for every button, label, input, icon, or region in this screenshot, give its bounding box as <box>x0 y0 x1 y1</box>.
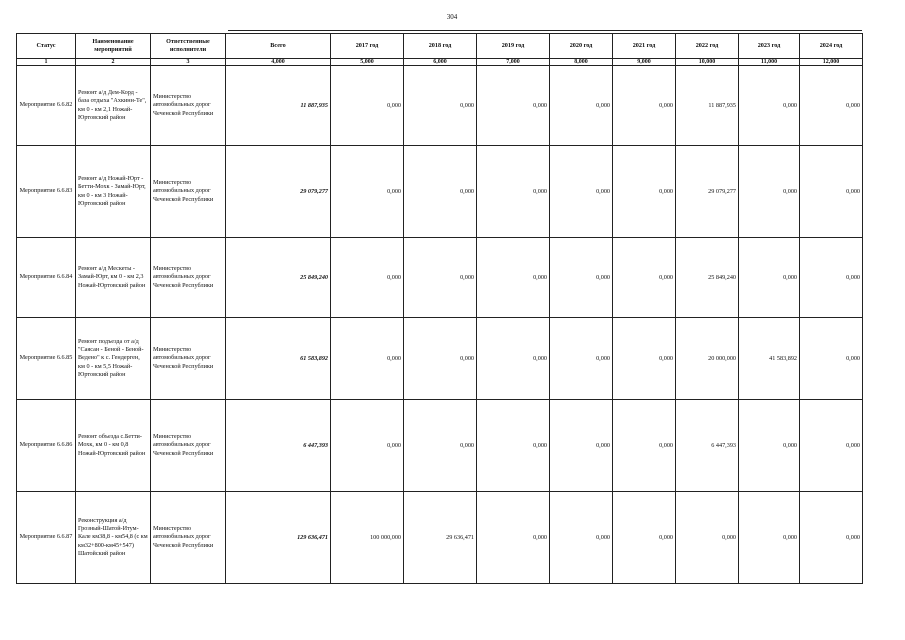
column-header-year: 2023 год <box>739 34 800 59</box>
header-row <box>17 34 863 59</box>
row-name: Ремонт а/д Мескеты - Замай-Юрт, км 0 - км 2,3 Ножай-Юртовский район <box>76 238 151 318</box>
row-value: 0,000 <box>800 66 863 146</box>
row-value: 0,000 <box>550 66 613 146</box>
row-status: Мероприятие 6.6.84 <box>17 238 76 318</box>
column-header-total: Всего <box>226 34 331 59</box>
row-value: 0,000 <box>613 318 676 400</box>
row-value: 0,000 <box>550 238 613 318</box>
row-value: 0,000 <box>404 400 477 492</box>
table-row <box>17 318 863 400</box>
row-value: 29 079,277 <box>676 146 739 238</box>
column-header-year: 2021 год <box>613 34 676 59</box>
row-name: Реконструкция а/д Грозный-Шатой-Итум-Кале км38,8 - км54,8 (с км км32+800-км45+547) Шатойский район <box>76 492 151 584</box>
row-name: Ремонт а/д Ножай-Юрт - Бетти-Мохк - Замай-Юрт, км 0 - км 3 Ножай-Юртовский район <box>76 146 151 238</box>
column-header-year: 2017 год <box>331 34 404 59</box>
column-header-year: 2022 год <box>676 34 739 59</box>
row-value: 0,000 <box>800 400 863 492</box>
row-value: 0,000 <box>739 238 800 318</box>
row-status: Мероприятие 6.6.85 <box>17 318 76 400</box>
row-value: 0,000 <box>477 492 550 584</box>
row-value: 0,000 <box>613 492 676 584</box>
row-value: 29 636,471 <box>404 492 477 584</box>
row-executor: Министерство автомобильных дорог Чеченской Республики <box>151 66 226 146</box>
row-value: 0,000 <box>739 66 800 146</box>
row-name: Ремонт а/д Дем-Корд - база отдыха "Ахкинн-Те", км 0 - км 2,1 Ножай-Юртовский район <box>76 66 151 146</box>
row-value: 100 000,000 <box>331 492 404 584</box>
row-value: 0,000 <box>800 318 863 400</box>
column-index: 6,000 <box>404 59 477 66</box>
row-value: 0,000 <box>550 318 613 400</box>
column-header-year: 2018 год <box>404 34 477 59</box>
row-value: 0,000 <box>477 66 550 146</box>
row-status: Мероприятие 6.6.83 <box>17 146 76 238</box>
row-total: 29 079,277 <box>226 146 331 238</box>
row-status: Мероприятие 6.6.82 <box>17 66 76 146</box>
budget-table <box>16 33 863 584</box>
row-value: 0,000 <box>613 400 676 492</box>
column-index: 10,000 <box>676 59 739 66</box>
column-index: 12,000 <box>800 59 863 66</box>
row-value: 0,000 <box>550 400 613 492</box>
row-total: 11 887,935 <box>226 66 331 146</box>
column-index: 9,000 <box>613 59 676 66</box>
row-value: 0,000 <box>613 146 676 238</box>
row-executor: Министерство автомобильных дорог Чеченской Республики <box>151 492 226 584</box>
column-index: 11,000 <box>739 59 800 66</box>
row-total: 25 849,240 <box>226 238 331 318</box>
row-value: 0,000 <box>800 238 863 318</box>
column-index: 1 <box>17 59 76 66</box>
column-header-executor: Ответственные исполнители <box>151 34 226 59</box>
row-value: 0,000 <box>800 146 863 238</box>
table-row <box>17 238 863 318</box>
column-index: 2 <box>76 59 151 66</box>
row-name: Ремонт подъезда от а/д "Саясан - Беной - Беной-Ведено" к с. Гендерген, км 0 - км 5,5 Ножай-Юртовский район <box>76 318 151 400</box>
row-value: 0,000 <box>613 66 676 146</box>
column-index: 8,000 <box>550 59 613 66</box>
row-value: 6 447,393 <box>676 400 739 492</box>
column-header-name: Наименование мероприятий <box>76 34 151 59</box>
row-executor: Министерство автомобильных дорог Чеченской Республики <box>151 400 226 492</box>
column-header-year: 2020 год <box>550 34 613 59</box>
column-header-year: 2024 год <box>800 34 863 59</box>
table-row <box>17 492 863 584</box>
column-index: 5,000 <box>331 59 404 66</box>
row-total: 61 583,892 <box>226 318 331 400</box>
column-index: 7,000 <box>477 59 550 66</box>
table-row <box>17 66 863 146</box>
row-value: 0,000 <box>331 400 404 492</box>
row-value: 0,000 <box>404 66 477 146</box>
row-executor: Министерство автомобильных дорог Чеченской Республики <box>151 146 226 238</box>
column-index: 3 <box>151 59 226 66</box>
row-value: 0,000 <box>404 318 477 400</box>
row-value: 20 000,000 <box>676 318 739 400</box>
row-value: 41 583,892 <box>739 318 800 400</box>
table-row <box>17 146 863 238</box>
row-value: 0,000 <box>331 318 404 400</box>
row-value: 0,000 <box>676 492 739 584</box>
row-status: Мероприятие 6.6.87 <box>17 492 76 584</box>
row-value: 0,000 <box>404 238 477 318</box>
column-index-row <box>17 59 863 66</box>
row-value: 0,000 <box>477 146 550 238</box>
row-value: 0,000 <box>613 238 676 318</box>
row-executor: Министерство автомобильных дорог Чеченской Республики <box>151 318 226 400</box>
row-total: 129 636,471 <box>226 492 331 584</box>
row-value: 0,000 <box>550 146 613 238</box>
row-status: Мероприятие 6.6.86 <box>17 400 76 492</box>
row-total: 6 447,393 <box>226 400 331 492</box>
row-value: 0,000 <box>739 492 800 584</box>
row-value: 0,000 <box>477 238 550 318</box>
row-value: 0,000 <box>404 146 477 238</box>
row-value: 0,000 <box>550 492 613 584</box>
column-header-year: 2019 год <box>477 34 550 59</box>
table-row <box>17 400 863 492</box>
row-value: 25 849,240 <box>676 238 739 318</box>
column-header-status: Статус <box>17 34 76 59</box>
page-number: 304 <box>446 13 458 21</box>
row-value: 0,000 <box>331 238 404 318</box>
column-index: 4,000 <box>226 59 331 66</box>
row-value: 0,000 <box>477 318 550 400</box>
row-executor: Министерство автомобильных дорог Чеченской Республики <box>151 238 226 318</box>
row-value: 0,000 <box>477 400 550 492</box>
row-value: 0,000 <box>800 492 863 584</box>
row-value: 11 887,935 <box>676 66 739 146</box>
row-name: Ремонт объезда с.Бетти-Мохк, км 0 - км 0,8 Ножай-Юртовский район <box>76 400 151 492</box>
top-rule <box>228 30 862 31</box>
row-value: 0,000 <box>331 66 404 146</box>
row-value: 0,000 <box>739 146 800 238</box>
row-value: 0,000 <box>739 400 800 492</box>
row-value: 0,000 <box>331 146 404 238</box>
